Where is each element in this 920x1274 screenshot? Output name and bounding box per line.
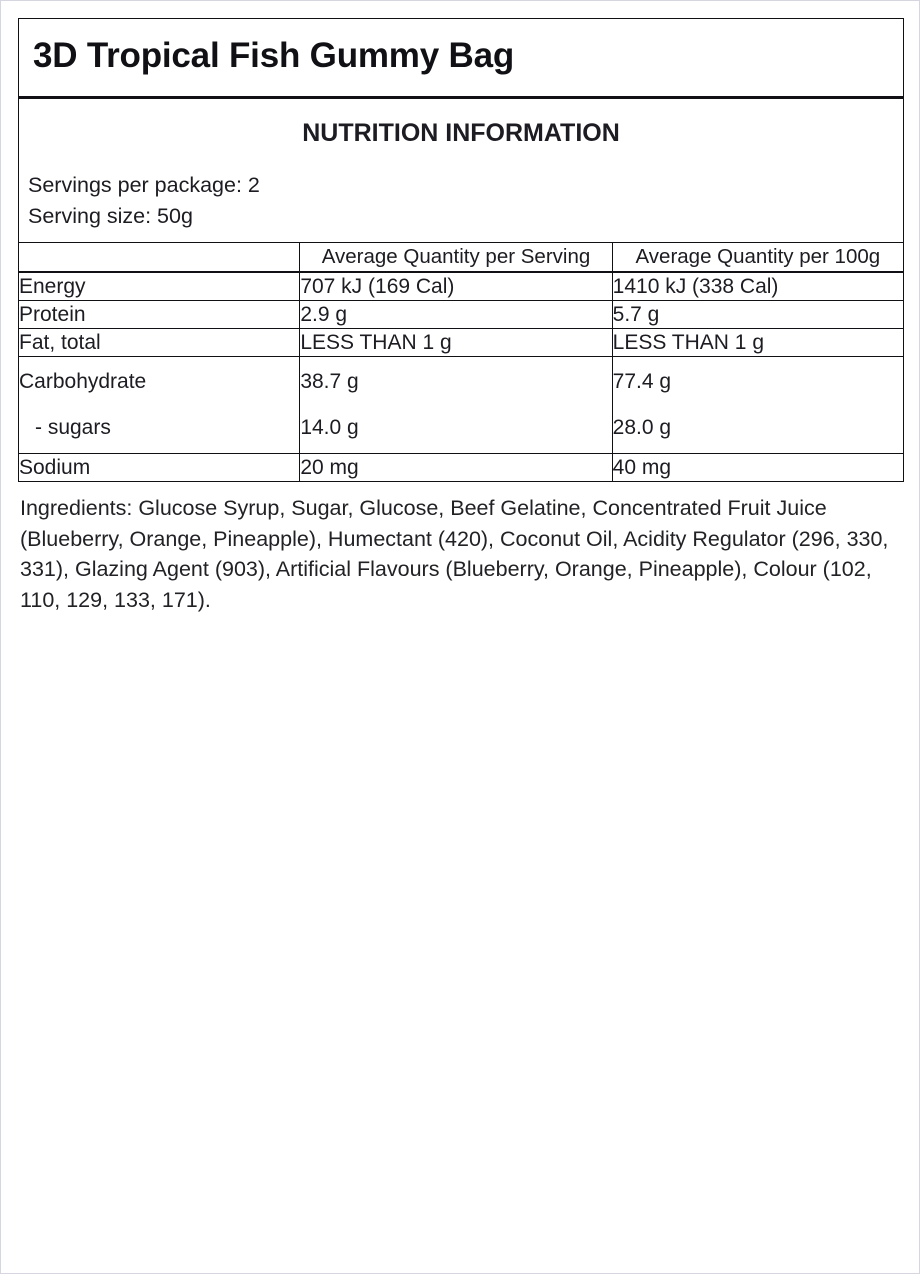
nutrition-information-heading: NUTRITION INFORMATION bbox=[302, 118, 620, 147]
column-header-per-100g: Average Quantity per 100g bbox=[612, 243, 903, 272]
nutrient-name: Energy bbox=[19, 272, 300, 301]
value-per-serving-sub: 14.0 g bbox=[300, 415, 359, 439]
ingredients-text: Ingredients: Glucose Syrup, Sugar, Glucose, Beef Gelatine, Concentrated Fruit Juice (Blueberry, Orange, Pineapple), Humectant (420), Coconut Oil, Acidity Regulator (296, 330, 331), Glazing Agent (903), Artificial Flavours (Blueberry, Orange, Pineapple), Colour (102, 110, 129, 133, 171). bbox=[20, 496, 889, 612]
nutrient-subname: - sugars bbox=[35, 415, 111, 439]
value-per-100g: 77.4 g bbox=[612, 370, 672, 394]
value-per-serving: 20 mg bbox=[300, 454, 612, 482]
value-per-serving: LESS THAN 1 g bbox=[300, 329, 612, 357]
table-row bbox=[19, 300, 904, 328]
nutrient-name: Sodium bbox=[19, 454, 300, 482]
nutrition-label bbox=[18, 18, 904, 615]
value-per-serving-group bbox=[300, 357, 612, 454]
nutrient-name: Fat, total bbox=[19, 329, 300, 357]
value-per-serving: 2.9 g bbox=[300, 300, 612, 328]
value-per-100g: 40 mg bbox=[612, 454, 903, 482]
table-row bbox=[19, 272, 904, 301]
serving-size: Serving size: 50g bbox=[28, 203, 193, 228]
value-per-100g-sub: 28.0 g bbox=[612, 415, 672, 439]
value-per-serving: 707 kJ (169 Cal) bbox=[300, 272, 612, 301]
table-header-row bbox=[19, 243, 904, 272]
servings-per-package: Servings per package: 2 bbox=[28, 172, 260, 197]
column-header-nutrient bbox=[19, 243, 300, 272]
nutrition-header-box bbox=[18, 99, 904, 243]
value-per-100g: 1410 kJ (338 Cal) bbox=[612, 272, 903, 301]
value-per-100g: LESS THAN 1 g bbox=[612, 329, 903, 357]
serving-details bbox=[19, 170, 903, 232]
value-per-100g-group bbox=[612, 357, 903, 454]
nutrient-name: Protein bbox=[19, 300, 300, 328]
table-row-carbohydrate bbox=[19, 357, 904, 454]
value-per-serving: 38.7 g bbox=[300, 370, 359, 394]
product-title-box bbox=[18, 18, 904, 99]
column-header-per-serving: Average Quantity per Serving bbox=[300, 243, 612, 272]
table-row bbox=[19, 454, 904, 482]
nutrient-name-group bbox=[19, 357, 300, 454]
product-title: 3D Tropical Fish Gummy Bag bbox=[33, 36, 515, 75]
value-per-100g: 5.7 g bbox=[612, 300, 903, 328]
nutrition-table bbox=[18, 243, 904, 482]
nutrient-name: Carbohydrate bbox=[19, 370, 147, 394]
table-row bbox=[19, 329, 904, 357]
